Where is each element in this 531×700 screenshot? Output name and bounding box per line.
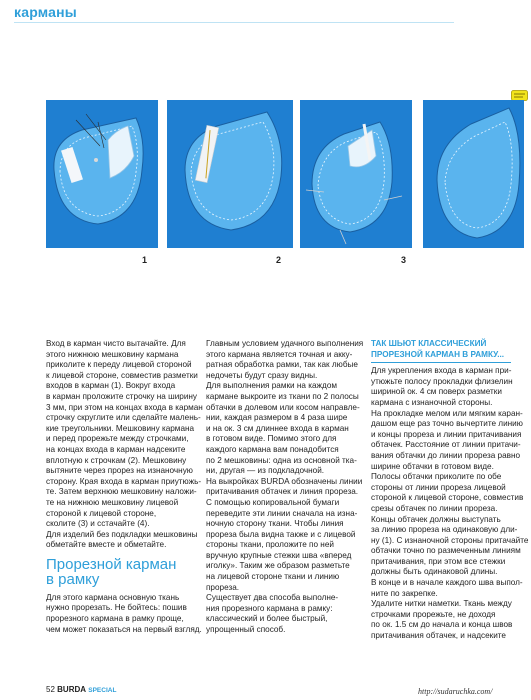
page-footer	[46, 685, 116, 694]
text-line: Для укрепления входа в карман при-	[371, 366, 512, 376]
text-line: ночную сторону ткани. Чтобы линия	[206, 519, 344, 529]
text-line: Удалите нитки наметки. Ткань между	[371, 599, 512, 609]
text-line: ния прорезного кармана в рамку:	[206, 603, 333, 613]
text-line: стороной к лицевой стороне,	[46, 508, 157, 518]
text-line: вручную крупные стежки шва «вперед	[206, 550, 352, 560]
paragraph	[46, 530, 196, 551]
text-line: ширине обтачки в готовом виде.	[371, 461, 494, 471]
text-line: притачивания обтачек, и надсеките	[371, 631, 506, 641]
magazine-edition: SPECIAL	[88, 687, 117, 694]
subheading	[371, 339, 521, 360]
section-title: карманы	[14, 4, 77, 20]
watermark: http://sudaruchka.com/	[418, 687, 493, 696]
text-line: чем может показаться на первый взгляд.	[46, 624, 202, 634]
text-line: прореза.	[206, 582, 240, 592]
text-line: 3 мм, при этом на концах входа в карман	[46, 402, 203, 412]
text-column-1	[46, 339, 203, 635]
text-line: Главным условием удачного выполнения	[206, 339, 364, 348]
text-line: за линию прореза на одинаковую дли-	[371, 525, 518, 535]
page-number: 52	[46, 685, 55, 694]
text-line: недочеты будут сразу видны.	[206, 370, 318, 380]
text-line: и перед прорежьте между строчками,	[46, 434, 189, 444]
text-line: строчками прорежьте, не доходя	[371, 609, 496, 619]
text-line: те на нижнюю мешковину лицевой	[46, 497, 179, 507]
text-line: сколите (3) и сстачайте (4).	[46, 519, 150, 529]
text-line: шириной ок. 4 см поверх разметки	[371, 387, 502, 397]
figure-number: 2	[276, 255, 282, 265]
text-line: На прокладке мелом или мягким каран-	[371, 408, 523, 418]
text-line: кармана с изнаночной стороны.	[371, 397, 493, 407]
paragraph	[46, 339, 203, 530]
text-column-2	[206, 339, 364, 636]
text-line: дашом еще раз точно вычертите линию	[371, 419, 523, 429]
text-line: этого кармана является точная и акку-	[206, 349, 353, 359]
text-column-3	[371, 339, 529, 642]
text-line: кие треугольники. Мешковину кармана	[46, 423, 195, 433]
text-line: нии, каждая размером в 4 раза шире	[206, 413, 348, 423]
text-line: обтачки точно по размеченным линиям	[371, 546, 521, 556]
text-line: и концы прореза и линии притачивания	[371, 429, 522, 439]
text-line: притачивания обтачек и линия прореза.	[206, 487, 359, 497]
text-line: Для этого кармана основную ткань	[46, 592, 180, 602]
text-line: по ок. 1.5 см до начала и конца швов	[371, 620, 513, 630]
step-photo-1	[46, 100, 158, 248]
text-line: упрощенный способ.	[206, 625, 286, 635]
text-line: притачивания, при этом все стежки	[371, 556, 506, 566]
text-line: вания обтачки до линии прореза равно	[371, 450, 521, 460]
step-photo-4	[423, 100, 524, 248]
text-line: Для выполнения рамки на каждом	[206, 381, 337, 391]
figure-number: 1	[142, 255, 148, 265]
subheading-divider	[371, 362, 511, 363]
text-line: обтачек. Расстояние от линии притачи-	[371, 440, 521, 450]
text-line: вплотную к строчкам (2). Мешковину	[46, 455, 187, 465]
text-line: те. Затем верхнюю мешковину наложи-	[46, 487, 197, 497]
text-line: Полосы обтачки приколите по обе	[371, 472, 502, 482]
text-line: ратная обработка рамки, так как любые	[206, 360, 358, 370]
paragraph	[206, 339, 364, 636]
paragraph	[46, 592, 202, 635]
text-line: На выкройках BURDA обозначены линии	[206, 476, 363, 486]
text-line: на концах входа в карман надсеките	[46, 444, 186, 454]
text-line: сторону. Края входа в карман приутюжь-	[46, 476, 202, 486]
text-line: по 2 мешковины: одна из основной тка-	[206, 455, 357, 465]
figure-number: 3	[401, 255, 407, 265]
text-line: вытяните через прорез на изнаночную	[46, 466, 193, 476]
text-line: строчку скруглите или сделайте малень-	[46, 413, 201, 423]
text-line: каждого кармана вам понадобится	[206, 444, 339, 454]
text-line: ну (1). С изнаночной стороны притачайте	[371, 535, 529, 545]
text-line: переведите эти линии сначала на изна-	[206, 508, 358, 518]
text-line: стороны ткани, проложите по ней	[206, 540, 334, 550]
text-line: прорезного кармана в рамку проще,	[46, 614, 184, 624]
header-divider	[14, 22, 454, 23]
text-line: ните по закрепке.	[371, 588, 438, 598]
subheading-line: ПРОРЕЗНОЙ КАРМАН В РАМКУ...	[371, 349, 505, 359]
text-line: иголку». Таким же образом разметьте	[206, 561, 350, 571]
text-line: приколите к переду лицевой стороной	[46, 360, 192, 370]
text-line: должны быть одинаковой длины.	[371, 567, 498, 577]
text-line: этого нижнюю мешковину кармана	[46, 349, 179, 359]
step-photo-2	[167, 100, 293, 248]
subheading-line: ТАК ШЬЮТ КЛАССИЧЕСКИЙ	[371, 339, 487, 348]
text-line: в готовом виде. Помимо этого для	[206, 434, 337, 444]
paragraph	[371, 366, 529, 641]
text-line: кармане выкроите из ткани по 2 полосы	[206, 391, 359, 401]
text-line: Вход в карман чисто вытачайте. Для	[46, 339, 186, 348]
text-line: входов в карман (1). Вокруг входа	[46, 381, 176, 391]
text-line: стороны от линии прореза лицевой	[371, 482, 506, 492]
text-line: и на ок. 3 см длиннее входа в карман	[206, 423, 349, 433]
text-line: С помощью копировальной бумаги	[206, 497, 340, 507]
text-line: классический и более быстрый,	[206, 614, 328, 624]
text-line: Концы обтачек должны выступать	[371, 514, 501, 524]
heading-line: Прорезной карман	[46, 555, 177, 573]
step-photo-3	[300, 100, 412, 248]
section-heading	[46, 557, 196, 587]
text-line: в карман проложите строчку на ширину	[46, 391, 198, 401]
text-line: нужно прорезать. Не бойтесь: пошив	[46, 603, 187, 613]
text-line: на лицевой стороне ткани и линию	[206, 572, 340, 582]
text-line: срезы обтачек по линии прореза.	[371, 503, 498, 513]
step-photos	[0, 100, 531, 260]
text-line: Для изделий без подкладки мешковины	[46, 529, 198, 539]
text-line: утюжьте полосу прокладки флизелин	[371, 376, 513, 386]
text-line: В конце и в начале каждого шва выпол-	[371, 578, 523, 588]
text-line: обметайте вместе и обметайте.	[46, 540, 167, 550]
text-line: прореза была видна также и с лицевой	[206, 529, 356, 539]
magazine-brand: BURDA	[57, 685, 87, 694]
text-line: обтачки в долевом или косом направле-	[206, 402, 360, 412]
text-line: ни, другая — из подкладочной.	[206, 466, 325, 476]
heading-line: в рамку	[46, 570, 100, 588]
text-line: Существует два способа выполне-	[206, 593, 339, 603]
text-line: к лицевой стороне, совместив разметки	[46, 370, 198, 380]
text-line: стороной к лицевой стороне, совместив	[371, 493, 524, 503]
